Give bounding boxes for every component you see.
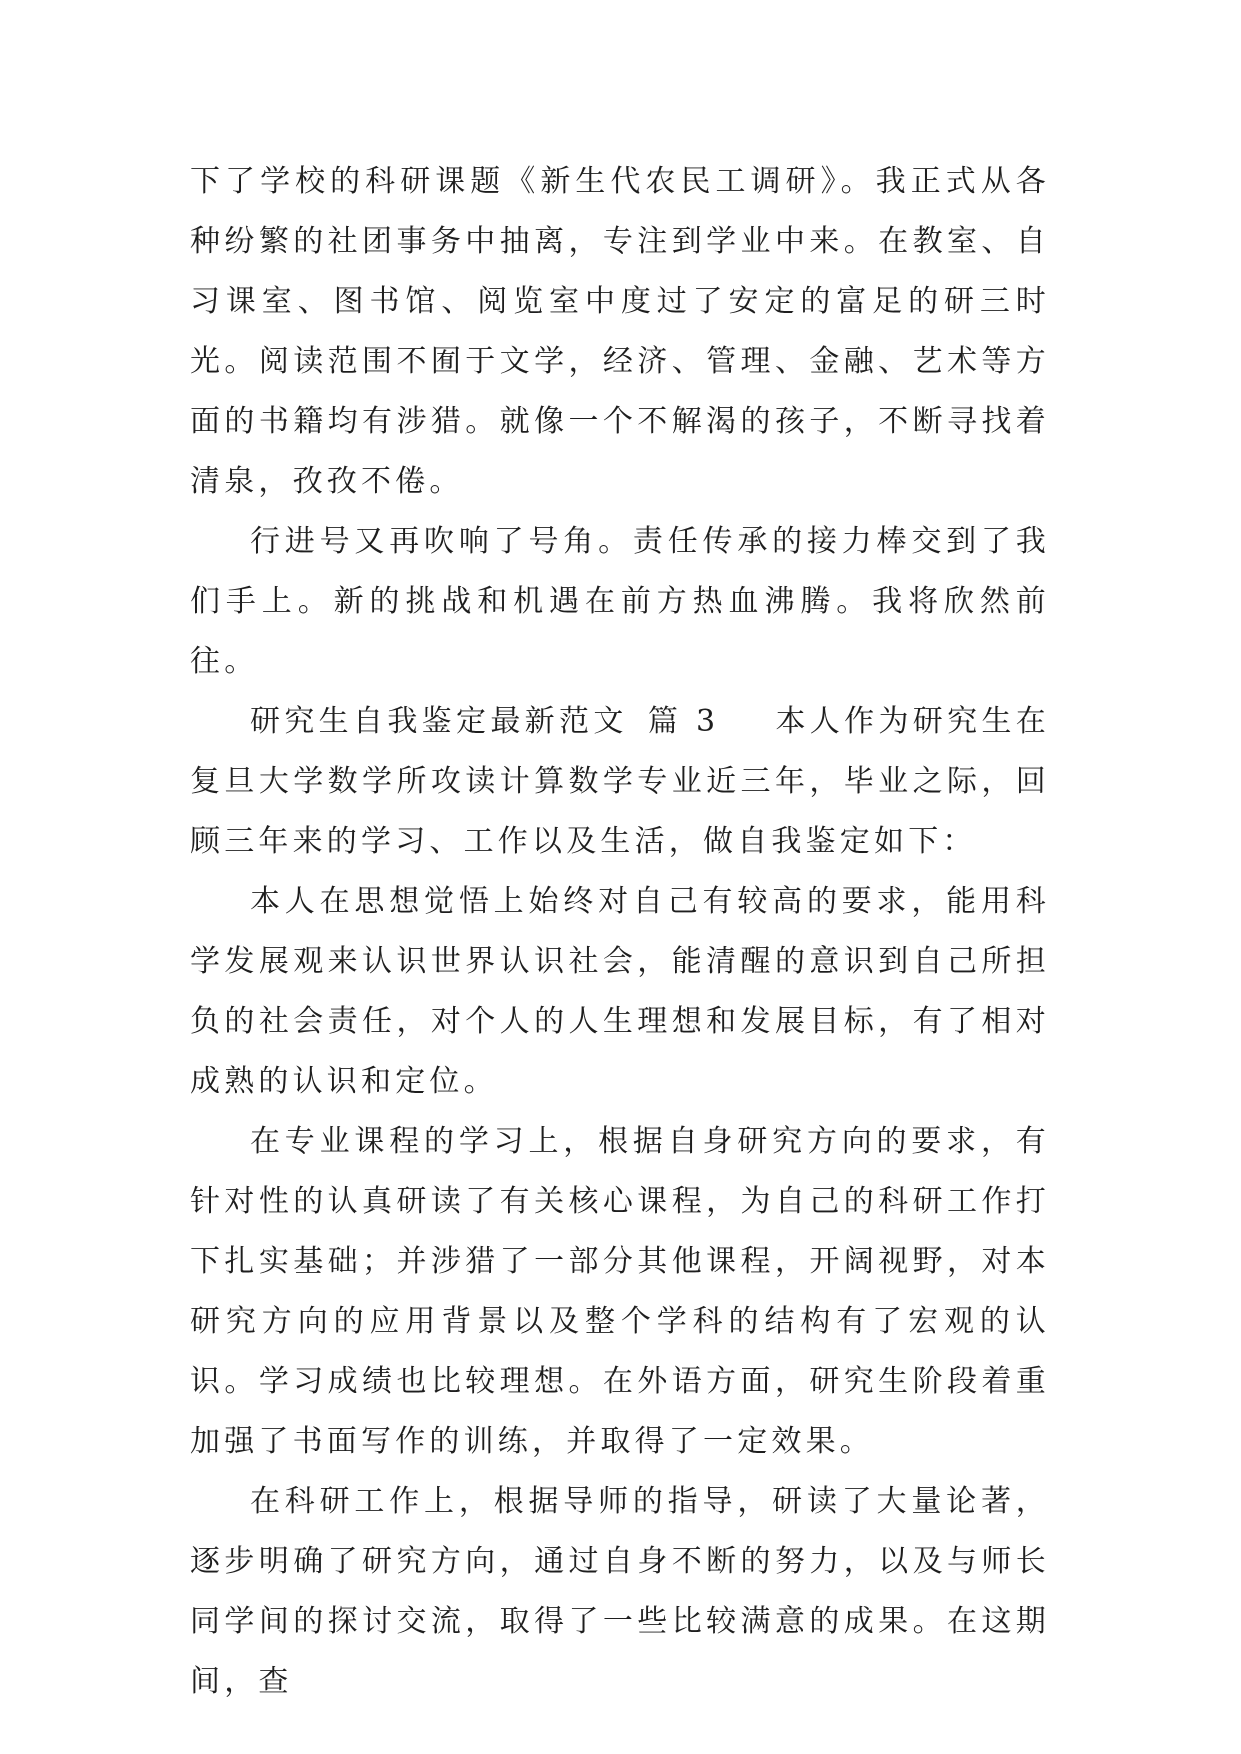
section-number: 篇 3 [647,704,720,739]
section-intro: 本人作为研究生在复旦大学数学所攻读计算数学专业近三年，毕业之际，回顾三年来的学习、工作以及生活，做自我鉴定如下： [190,704,1051,859]
paragraph-research: 在科研工作上，根据导师的指导，研读了大量论著，逐步明确了研究方向，通过自身不断的努力，以及与师长同学间的探讨交流，取得了一些比较满意的成果。在这期间，查 [190,1484,1050,1699]
paragraph-continuation: 下了学校的科研课题《新生代农民工调研》。我正式从各种纷繁的社团事务中抽离，专注到学业中来。在教室、自习课室、图书馆、阅览室中度过了安定的富足的研三时光。阅读范围不囿于文学，经济、管理、金融、艺术等方面的书籍均有涉猎。就像一个不解渴的孩子，不断寻找着清泉，孜孜不倦。 [190,164,1050,499]
paragraph-conclusion: 行进号又再吹响了号角。责任传承的接力棒交到了我们手上。新的挑战和机遇在前方热血沸腾。我将欣然前往。 [190,524,1050,679]
document-page [190,152,1050,1712]
section-title: 研究生自我鉴定最新范文 [250,704,628,739]
section-heading-paragraph [190,692,1050,872]
paragraph-ideology: 本人在思想觉悟上始终对自己有较高的要求，能用科学发展观来认识世界认识社会，能清醒的意识到自己所担负的社会责任，对个人的人生理想和发展目标，有了相对成熟的认识和定位。 [190,884,1050,1099]
paragraph-coursework: 在专业课程的学习上，根据自身研究方向的要求，有针对性的认真研读了有关核心课程，为自己的科研工作打下扎实基础；并涉猎了一部分其他课程，开阔视野，对本研究方向的应用背景以及整个学科的结构有了宏观的认识。学习成绩也比较理想。在外语方面，研究生阶段着重加强了书面写作的训练，并取得了一定效果。 [190,1124,1050,1459]
